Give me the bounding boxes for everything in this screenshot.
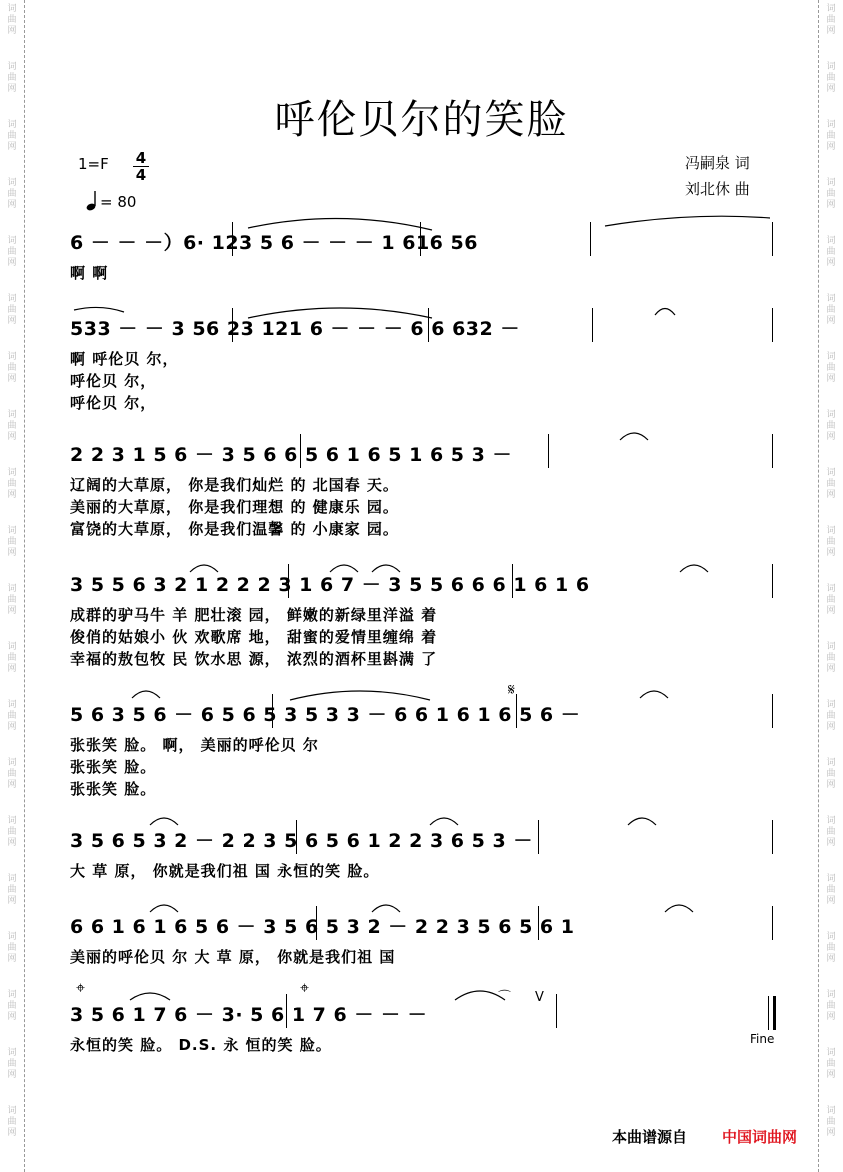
watermark-text: 词 曲 网 xyxy=(7,642,17,674)
barline xyxy=(538,906,539,940)
watermark-text: 词 曲 网 xyxy=(826,236,836,268)
barline xyxy=(772,434,773,468)
watermark-text: 词 曲 网 xyxy=(7,352,17,384)
barline xyxy=(512,564,513,598)
notation-line: 533 － － 3 56 23 121 6 － － － 6 6 632 － xyxy=(70,318,520,340)
watermark-text: 词 曲 网 xyxy=(7,178,17,210)
barline xyxy=(288,564,289,598)
barline xyxy=(316,906,317,940)
lyric-line: 张张笑 脸。 xyxy=(70,780,157,798)
watermark-text: 词 曲 网 xyxy=(826,990,836,1022)
source-label: 本曲谱源自 xyxy=(612,1128,688,1146)
barline xyxy=(232,222,233,256)
slur-mark xyxy=(605,216,770,226)
lyric-line: 呼伦贝 尔， xyxy=(70,372,157,390)
slur-mark xyxy=(150,905,178,912)
watermark-text: 词 曲 网 xyxy=(7,932,17,964)
tempo-marking xyxy=(86,190,136,212)
watermark-text: 词 曲 网 xyxy=(7,294,17,326)
barline xyxy=(296,820,297,854)
watermark-text: 词 曲 网 xyxy=(826,874,836,906)
lyric-line: 啊 呼伦贝 尔， xyxy=(70,350,179,368)
time-sig-bottom: 4 xyxy=(135,166,147,184)
source-site-link[interactable]: 中国词曲网 xyxy=(722,1128,798,1146)
lyric-line: 俊俏的姑娘小 伙 欢歌席 地， 甜蜜的爱情里缠绵 着 xyxy=(70,628,438,646)
watermark-text: 词 曲 网 xyxy=(7,816,17,848)
barline xyxy=(428,308,429,342)
watermark-text: 词 曲 网 xyxy=(826,758,836,790)
barline xyxy=(772,308,773,342)
lyric-line: 呼伦贝 尔， xyxy=(70,394,157,412)
watermark-text: 词 曲 网 xyxy=(7,410,17,442)
fine-marking: Fine xyxy=(750,1032,775,1046)
lyric-line: 美丽的大草原， 你是我们理想 的 健康乐 园。 xyxy=(70,498,399,516)
watermark-text: 词 曲 网 xyxy=(7,526,17,558)
notation-line: 6 6 1 6 1 6 5 6 － 3 5 6 5 3 2 － 2 2 3 5 6 5 6 1 xyxy=(70,916,575,938)
notation-line: 3 5 6 5 3 2 － 2 2 3 5 6 5 6 1 2 2 3 6 5 3 － xyxy=(70,830,533,852)
lyric-line: 永恒的笑 脸。 D.S. 永 恒的笑 脸。 xyxy=(70,1036,332,1054)
watermark-text: 词 曲 网 xyxy=(826,468,836,500)
watermark-text: 词 曲 网 xyxy=(7,758,17,790)
watermark-text: 词 曲 网 xyxy=(7,468,17,500)
barline xyxy=(300,434,301,468)
coda-icon: ⌖ xyxy=(76,978,86,997)
barline xyxy=(556,994,557,1028)
barline xyxy=(590,222,591,256)
watermark-text: 词 曲 网 xyxy=(826,4,836,36)
slur-mark xyxy=(130,993,170,1000)
slur-mark xyxy=(290,691,430,700)
watermark-text: 词 曲 网 xyxy=(826,120,836,152)
slur-mark xyxy=(372,905,400,912)
watermark-text: 词 曲 网 xyxy=(7,236,17,268)
slur-mark xyxy=(620,433,648,440)
lyric-line: 美丽的呼伦贝 尔 大 草 原， 你就是我们祖 国 xyxy=(70,948,396,966)
watermark-text: 词 曲 网 xyxy=(826,700,836,732)
composer-credit: 刘北休 曲 xyxy=(685,180,750,198)
watermark-text: 词 曲 网 xyxy=(7,62,17,94)
lyric-line: 成群的驴马牛 羊 肥壮滚 园， 鲜嫩的新绿里洋溢 着 xyxy=(70,606,438,624)
lyric-line: 富饶的大草原， 你是我们温馨 的 小康家 园。 xyxy=(70,520,399,538)
segno-icon: 𝄋 xyxy=(508,680,515,699)
watermark-text: 词 曲 网 xyxy=(7,1048,17,1080)
barline xyxy=(592,308,593,342)
lyric-line: 张张笑 脸。 xyxy=(70,758,157,776)
barline xyxy=(772,222,773,256)
lyric-line: 幸福的敖包牧 民 饮水思 源， 浓烈的酒杯里斟满 了 xyxy=(70,650,438,668)
slur-mark xyxy=(628,818,656,825)
coda-icon: ⌖ xyxy=(300,978,310,997)
barline xyxy=(772,564,773,598)
notation-line: 2 2 3 1 5 6 － 3 5 6 6 5 6 1 6 5 1 6 5 3 － xyxy=(70,444,512,466)
watermark-text: 词 曲 网 xyxy=(7,990,17,1022)
slur-mark xyxy=(665,905,693,912)
watermark-text: 词 曲 网 xyxy=(7,120,17,152)
barline xyxy=(272,694,273,728)
barline xyxy=(516,694,517,728)
barline xyxy=(420,222,421,256)
key-signature xyxy=(78,155,109,173)
watermark-text: 词 曲 网 xyxy=(7,874,17,906)
tempo-value: = 80 xyxy=(100,193,137,211)
fermata-icon: ⌒ xyxy=(498,990,512,1005)
lyric-line: 大 草 原， 你就是我们祖 国 永恒的笑 脸。 xyxy=(70,862,380,880)
notation-line: 3 5 5 6 3 2 1 2 2 2 3 1 6 7 － 3 5 5 6 6 6 1 6 1 6 xyxy=(70,574,590,596)
slur-mark xyxy=(655,309,675,316)
right-watermark-strip xyxy=(818,0,843,1172)
watermark-text: 词 曲 网 xyxy=(7,1106,17,1138)
barline xyxy=(772,820,773,854)
slur-mark xyxy=(430,818,458,825)
slur-mark xyxy=(74,307,124,312)
song-title: 呼伦贝尔的笑脸 xyxy=(274,97,569,143)
slur-mark xyxy=(680,565,708,572)
lyricist-credit: 冯嗣泉 词 xyxy=(685,154,750,172)
watermark-text: 词 曲 网 xyxy=(7,584,17,616)
notation-line: 6 － － －）6· 123 5 6 － － － 1 616 56 xyxy=(70,232,478,254)
watermark-text: 词 曲 网 xyxy=(826,816,836,848)
lyric-line: 啊 啊 xyxy=(70,264,109,282)
time-sig-top: 4 xyxy=(133,150,149,167)
barline xyxy=(548,434,549,468)
watermark-text: 词 曲 网 xyxy=(826,410,836,442)
slur-mark xyxy=(132,691,160,698)
lyric-line: 辽阔的大草原， 你是我们灿烂 的 北国春 天。 xyxy=(70,476,399,494)
watermark-text: 词 曲 网 xyxy=(826,526,836,558)
watermark-text: 词 曲 网 xyxy=(826,932,836,964)
slur-mark xyxy=(640,691,668,698)
watermark-text: 词 曲 网 xyxy=(826,62,836,94)
barline xyxy=(772,694,773,728)
slur-mark xyxy=(150,818,178,825)
final-barline xyxy=(768,996,776,1030)
watermark-text: 词 曲 网 xyxy=(826,1048,836,1080)
barline xyxy=(286,994,287,1028)
barline xyxy=(538,820,539,854)
key-label: 1=F xyxy=(78,155,109,173)
time-signature xyxy=(133,150,149,183)
notation-line: 5 6 3 5 6 － 6 5 6 5 3 5 3 3 － 6 6 1 6 1 6 5 6 － xyxy=(70,704,581,726)
barline xyxy=(232,308,233,342)
lyric-line: 张张笑 脸。 啊， 美丽的呼伦贝 尔 xyxy=(70,736,319,754)
watermark-text: 词 曲 网 xyxy=(826,178,836,210)
watermark-text: 词 曲 网 xyxy=(826,642,836,674)
watermark-text: 词 曲 网 xyxy=(7,700,17,732)
watermark-text: 词 曲 网 xyxy=(826,352,836,384)
quarter-note-icon xyxy=(86,190,100,212)
watermark-text: 词 曲 网 xyxy=(7,4,17,36)
watermark-text: 词 曲 网 xyxy=(826,1106,836,1138)
notation-line: 3 5 6 1 7 6 － 3· 5 6 1 7 6 － － － xyxy=(70,1004,428,1026)
watermark-text: 词 曲 网 xyxy=(826,584,836,616)
watermark-text: 词 曲 网 xyxy=(826,294,836,326)
left-watermark-strip xyxy=(0,0,25,1172)
breath-mark-icon: V xyxy=(535,990,544,1005)
barline xyxy=(772,906,773,940)
